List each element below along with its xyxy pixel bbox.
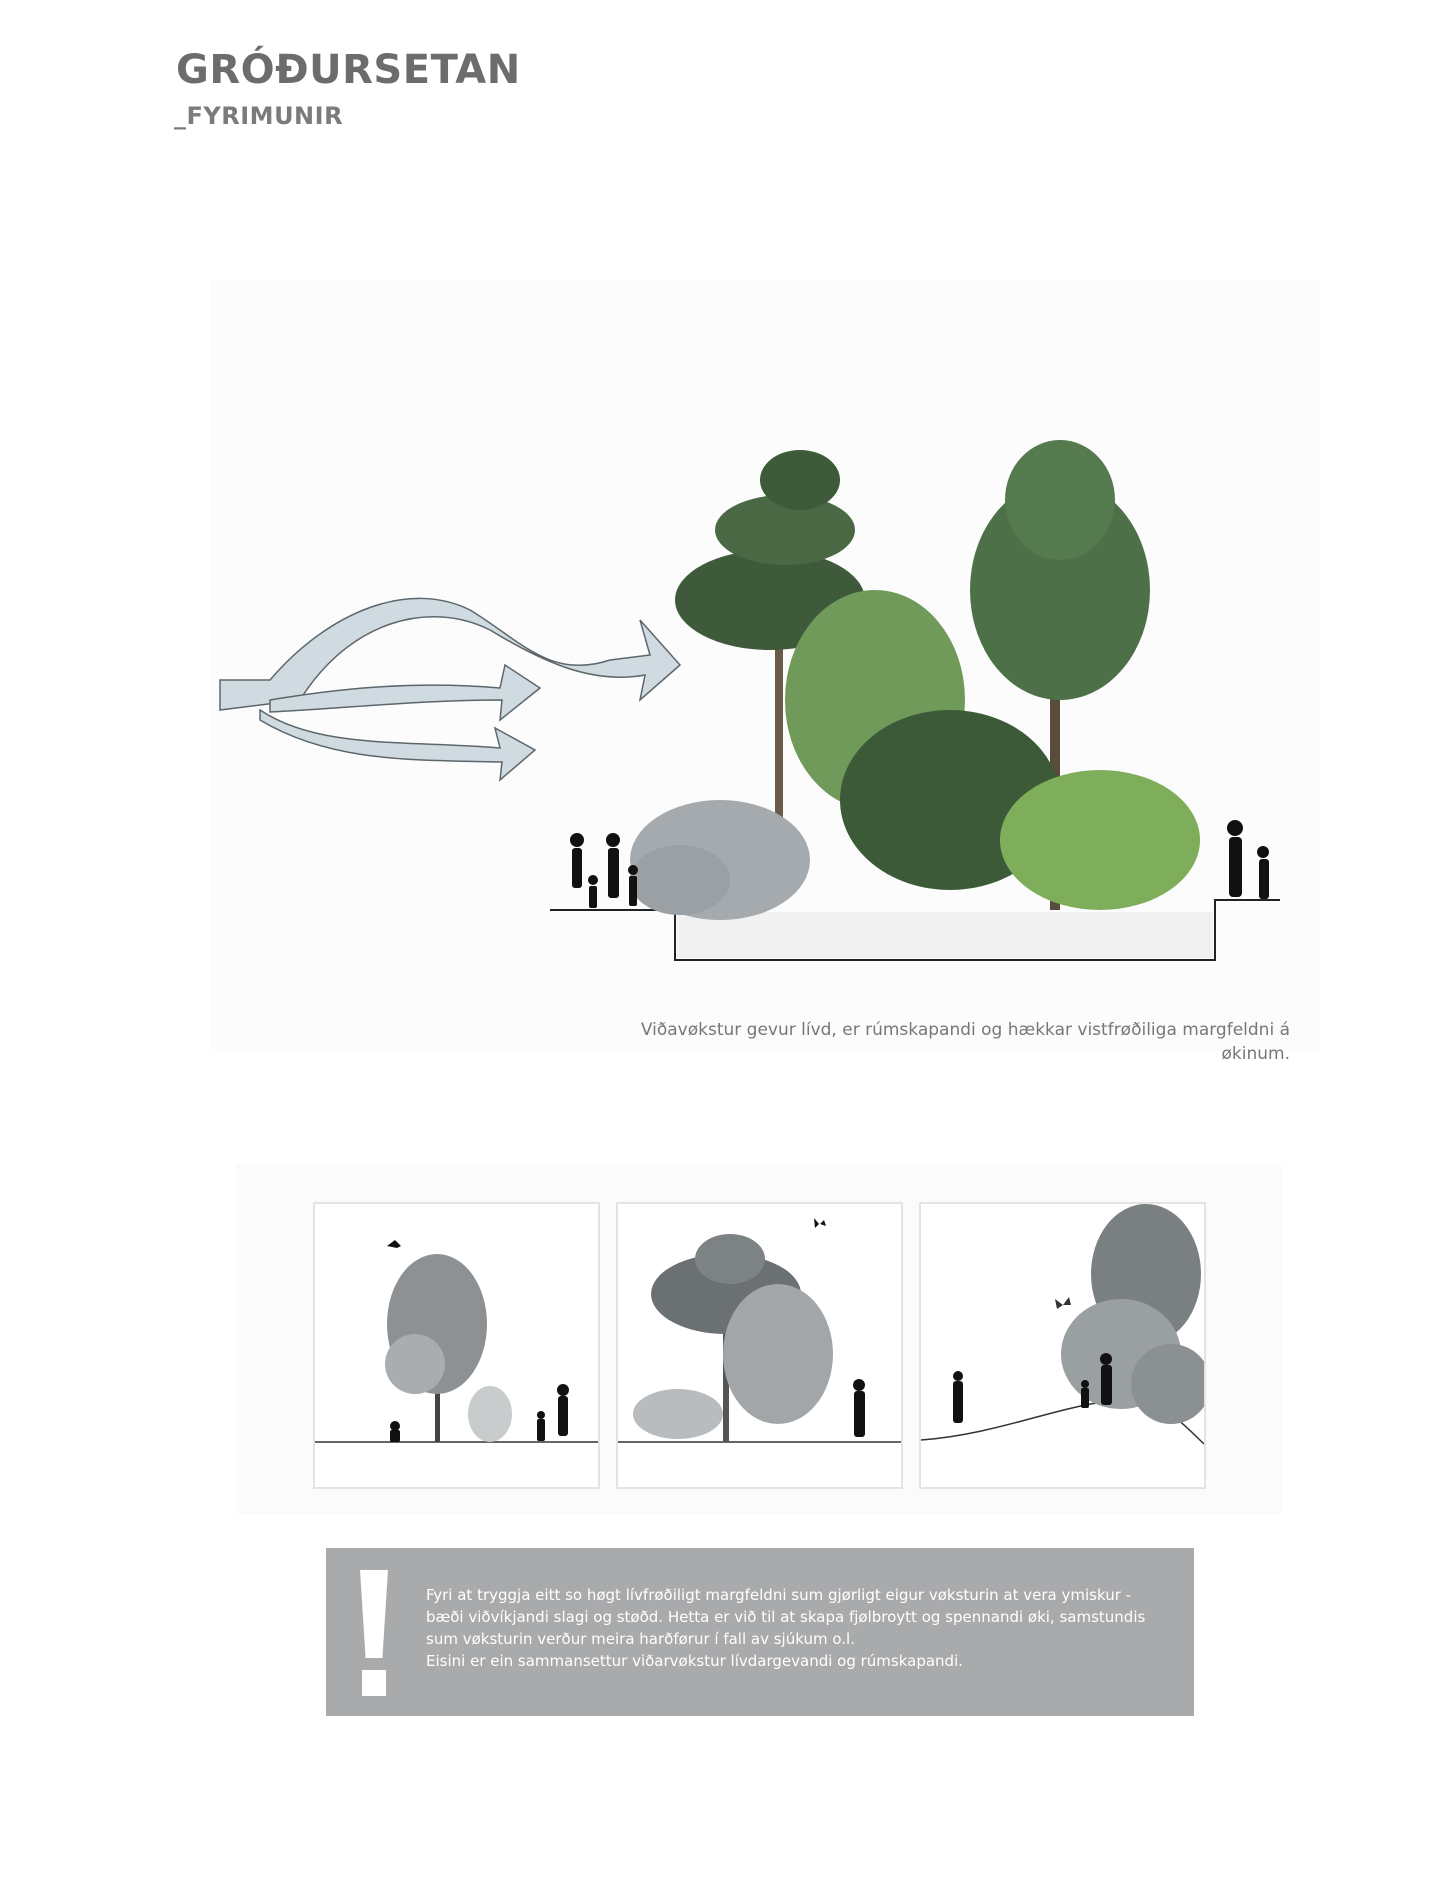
notice-box xyxy=(326,1548,1194,1716)
butterfly-icon xyxy=(814,1218,826,1228)
wind-shelter-section-drawing xyxy=(210,280,1320,1050)
panel-scene-3 xyxy=(919,1202,1206,1489)
wind-arrows xyxy=(220,598,680,780)
notice-line-3: sum vøksturin verður meira harðførur í fall av sjúkum o.l. xyxy=(426,1630,855,1648)
hero-illustration xyxy=(210,280,1320,1050)
notice-line-2: bæði viðvíkjandi slagi og støðd. Hetta er við til at skapa fjølbroytt og spennandi øki, samstundis xyxy=(426,1608,1146,1626)
notice-text xyxy=(426,1584,1166,1672)
wind-arrow-lower xyxy=(260,710,535,780)
page-subtitle: _FYRIMUNIR xyxy=(174,102,344,130)
tree-group xyxy=(630,440,1200,920)
people-on-hill-scene xyxy=(921,1204,1204,1487)
hero-caption: Viðavøkstur gevur lívd, er rúmskapandi og hækkar vistfrøðiliga margfeldni á økinum. xyxy=(640,1020,1290,1064)
child-and-adult-by-tree-scene xyxy=(315,1204,598,1487)
soil-fill xyxy=(677,912,1213,958)
bird-icon xyxy=(387,1240,401,1248)
panel-scene-2 xyxy=(616,1202,903,1489)
page-title: GRÓÐURSETAN xyxy=(176,47,521,93)
notice-line-1: Fyri at tryggja eitt so høgt lívfrøðiligt margfeldni sum gjørligt eigur vøksturin at vera ymiskur - xyxy=(426,1586,1132,1604)
notice-line-4: Eisini er ein sammansettur viðarvøkstur lívdargevandi og rúmskapandi. xyxy=(426,1652,964,1670)
person-photographing-trees-scene xyxy=(618,1204,901,1487)
exclamation-icon xyxy=(360,1570,388,1698)
panel-scene-1 xyxy=(313,1202,600,1489)
butterfly-icon xyxy=(1055,1297,1071,1309)
